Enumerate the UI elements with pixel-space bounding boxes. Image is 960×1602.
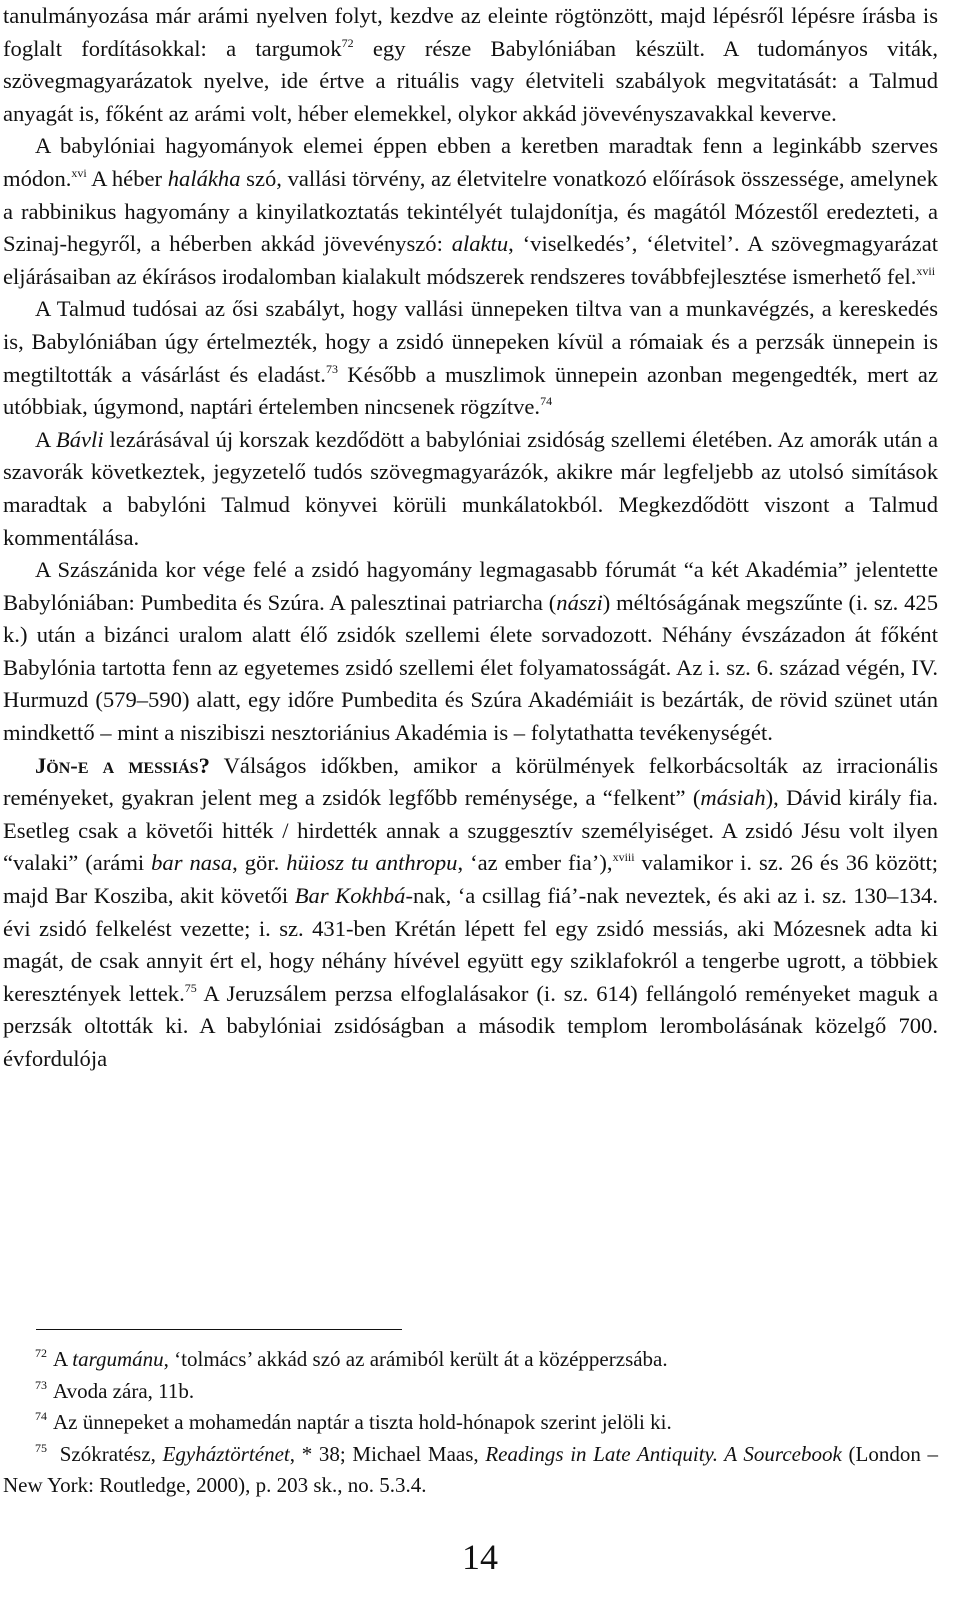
- italic-term: Bar Kokhbá: [294, 883, 406, 909]
- italic-term: Egyháztörténet: [162, 1441, 290, 1466]
- text-run: Szókratész,: [53, 1441, 163, 1466]
- text-run: ) méltóságának megszűnte (i. sz. 425 k.) után a bizánci uralom alatt élő zsidók szellemi élete sorvadozott. Néhány évszázadon át főként Babylónia tartotta fenn az egyetemes zsidó szellemi élet folyamatosságát. Az i. sz. 6. század végén, IV. Hurmuzd (579–590) alatt, egy időre Pumbedita és Szúra Akadémiáit is bezárták, de rövid szünet után mindkettő – mint a niszibiszi nesztoriánius Akadémia is – folytathatta tevékenységét.: [3, 589, 938, 746]
- note-reference: xviii: [612, 850, 635, 865]
- text-run: Válságos időkben, amikor a körülmények felkorbácsolták az irracionális reményeket, gyakran jelent meg a zsidók legfőbb reménysége, a “felkent” (: [3, 752, 938, 811]
- italic-term: Readings in Late Antiquity. A Sourcebook: [485, 1441, 842, 1466]
- note-reference: 75: [184, 980, 197, 995]
- text-run: ), Dávid király fia. Esetleg csak a követői hitték / hirdették annak a szuggesztív személyiséget. A zsidó Jésu volt ilyen “valaki” (arámi: [3, 785, 938, 876]
- paragraph: [3, 130, 938, 293]
- text-run: , ‘viselkedés’, ‘életvitel’. A szövegmagyarázat eljárásaiban az ékírásos irodalomban kialakult módszerek rendszeres továbbfejlesztése ismerhető fel.: [3, 231, 938, 289]
- text-run: A Talmud tudósai az ősi szabályt, hogy vallási ünnepeken tiltva van a munkavégzés, a kereskedés is, Babylóniában úgy értelmezték, hogy a zsidó ünnepeken kívül a rómaiak és a perzsák ünnepein is megtiltották a vásárlást és eladást.: [3, 296, 938, 387]
- italic-term: nászi: [556, 589, 603, 615]
- footnote-separator: [36, 1329, 402, 1330]
- note-reference: 74: [35, 1409, 47, 1423]
- note-reference: 74: [540, 394, 553, 409]
- body-text: [3, 0, 938, 1076]
- note-reference: xvii: [916, 263, 936, 278]
- text-run: A Szászánida kor vége felé a zsidó hagyomány legmagasabb fórumát “a két Akadémia” jelentette Babylóniában: Pumbedita és Szúra. A palesztinai patriarcha (: [3, 557, 938, 615]
- section-heading: Jön-e a messiás?: [35, 752, 210, 778]
- paragraph: [3, 750, 938, 1076]
- paragraph: [3, 293, 938, 423]
- italic-term: hüiosz tu anthropu: [286, 850, 458, 876]
- italic-term: targumánu: [72, 1347, 164, 1371]
- footnote: [3, 1407, 938, 1439]
- text-run: Később a muszlimok ünnepein azonban megengedték, mert az utóbbiak, úgymond, naptári értelemben nincsenek rögzítve.: [3, 361, 938, 420]
- text-run: A: [35, 426, 56, 452]
- text-run: , gör.: [232, 850, 287, 876]
- text-run: Az ünnepeket a mohamedán naptár a tiszta hold-hónapok szerint jelöli ki.: [53, 1410, 672, 1434]
- text-run: , * 38; Michael Maas,: [289, 1441, 486, 1466]
- note-reference: 73: [325, 361, 338, 376]
- text-run: A héber: [86, 165, 168, 191]
- italic-term: alaktu: [451, 231, 509, 257]
- text-run: szó, vallási törvény, az életvitelre vonatkozó előírások összessége, amelynek a rabbinikus hagyomány a kinyilatkoztatás tekintélyét tulajdonítja, és magától Mózestől eredezteti, a Szinaj-hegyről, a héberben akkád jövevényszó:: [3, 165, 938, 257]
- footnotes: [3, 1344, 938, 1502]
- note-reference: 75: [35, 1440, 47, 1455]
- paragraph: [3, 554, 938, 750]
- text-run: tanulmányozása már arámi nyelven folyt, kezdve az eleinte rögtönzött, majd lépésről lépésre írásba is foglalt fordításokkal: a targumok: [3, 3, 938, 61]
- italic-term: másiah: [700, 785, 766, 811]
- text-run: A: [53, 1347, 73, 1371]
- note-reference: 72: [341, 35, 354, 50]
- italic-term: bar nasa: [151, 850, 233, 876]
- text-run: , ‘tolmács’ akkád szó az arámiból került át a középperzsába.: [163, 1347, 668, 1371]
- note-reference: xvi: [71, 165, 87, 180]
- text-run: A babylóniai hagyományok elemei éppen ebben a keretben maradtak fenn a leginkább szerves módon.: [3, 133, 938, 191]
- italic-term: Bávli: [55, 426, 104, 452]
- text-run: Avoda zára, 11b.: [53, 1378, 195, 1403]
- italic-term: halákha: [167, 165, 241, 191]
- text-run: egy része Babylóniában készült. A tudományos viták, szövegmagyarázatok nyelve, ide értve a rituális vagy életviteli szabályok megvitatását: a Talmud anyagát is, főként az arámi volt, héber elemekkel, olykor akkád jövevényszavakkal keverve.: [3, 35, 938, 126]
- text-run: -nak, ‘a csillag fiá’-nak neveztek, és aki az i. sz. 130–134. évi zsidó felkelést vezette; i. sz. 431-ben Krétán lépett fel egy zsidó messiás, aki Mózesnek adta ki magát, de csak annyit ért el, hogy néhány hívével együtt egy sziklafokról a tengerbe ugrott, a többiek keresztények lettek.: [3, 883, 938, 1006]
- page-number: 14: [462, 1537, 498, 1577]
- text-run: , ‘az ember fia’),: [457, 850, 613, 876]
- text-run: valamikor i. sz. 26 és 36 között; majd Bar Kosziba, akit követői: [3, 850, 939, 909]
- paragraph: [3, 424, 938, 554]
- paragraph: [3, 0, 938, 130]
- text-run: lezárásával új korszak kezdődött a babylóniai zsidóság szellemi életében. Az amorák után a szavorák következtek, jegyzetelő tudós szövegmagyarázók, akikre már legfeljebb az utolsó simítások maradtak a babylóni Talmud könyvei körüli munkálatokból. Megkezdődött viszont a Talmud kommentálása.: [3, 426, 938, 550]
- text-run: A Jeruzsálem perzsa elfoglalásakor (i. sz. 614) fellángoló reményeket maguk a perzsák oltották ki. A babylóniai zsidóságban a második templom lerombolásának közelgő 700. évfordulója: [3, 980, 938, 1071]
- text-run: (London – New York: Routledge, 2000), p. 203 sk., no. 5.3.4.: [3, 1441, 939, 1497]
- footnote: [3, 1344, 938, 1376]
- footnote: [3, 1376, 938, 1408]
- note-reference: 72: [35, 1346, 47, 1360]
- note-reference: 73: [35, 1377, 47, 1392]
- footnote: [3, 1439, 938, 1502]
